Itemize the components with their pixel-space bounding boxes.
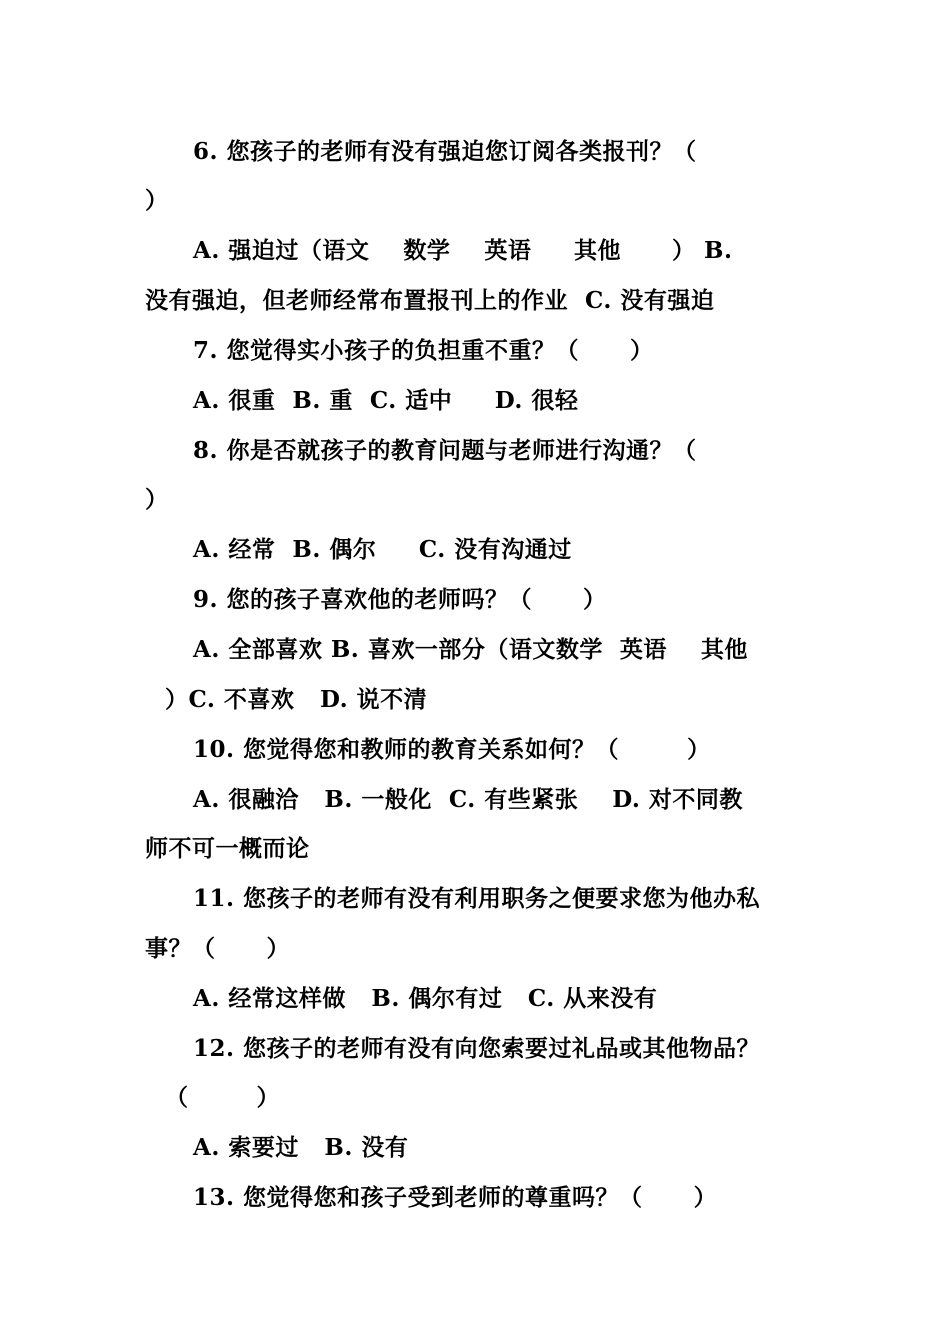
question-7-text: 7. 您觉得实小孩子的负担重不重？（ ） (193, 337, 654, 364)
question-11-text: 11. 您孩子的老师有没有利用职务之便要求您为他办私 (193, 885, 761, 912)
question-11-options: A. 经常这样做 B. 偶尔有过 C. 从来没有 (193, 985, 658, 1012)
question-10-options: A. 很融洽 B. 一般化 C. 有些紧张 D. 对不同教 (193, 786, 743, 813)
question-9-options-cont: ）C. 不喜欢 D. 说不清 (165, 686, 428, 713)
question-10-options-cont: 师不可一概而论 (145, 835, 310, 862)
question-12-text: 12. 您孩子的老师有没有向您索要过礼品或其他物品？ (193, 1035, 761, 1062)
question-9-text: 9. 您的孩子喜欢他的老师吗？（ ） (193, 586, 607, 613)
question-6-continuation: ） (145, 187, 169, 214)
question-12-continuation: （ ） (165, 1084, 281, 1111)
question-6-text: 6. 您孩子的老师有没有强迫您订阅各类报刊？（ (193, 138, 697, 165)
question-13-text: 13. 您觉得您和孩子受到老师的尊重吗？（ ） (193, 1184, 718, 1211)
question-9-options: A. 全部喜欢 B. 喜欢一部分（语文数学 英语 其他 (193, 636, 748, 663)
question-8-options: A. 经常 B. 偶尔 C. 没有沟通过 (193, 536, 572, 563)
question-6-options-cont: 没有强迫，但老师经常布置报刊上的作业 C. 没有强迫 (145, 287, 715, 314)
question-8-text: 8. 你是否就孩子的教育问题与老师进行沟通？（ (193, 437, 697, 464)
question-10-text: 10. 您觉得您和教师的教育关系如何？（ ） (193, 736, 711, 763)
question-12-options: A. 索要过 B. 没有 (193, 1134, 409, 1161)
question-7-options: A. 很重 B. 重 C. 适中 D. 很轻 (193, 387, 579, 414)
question-11-continuation: 事？（ ） (145, 935, 291, 962)
question-6-options: A. 强迫过（语文 数学 英语 其他 ） B. (193, 237, 733, 264)
question-8-continuation: ） (145, 486, 169, 513)
